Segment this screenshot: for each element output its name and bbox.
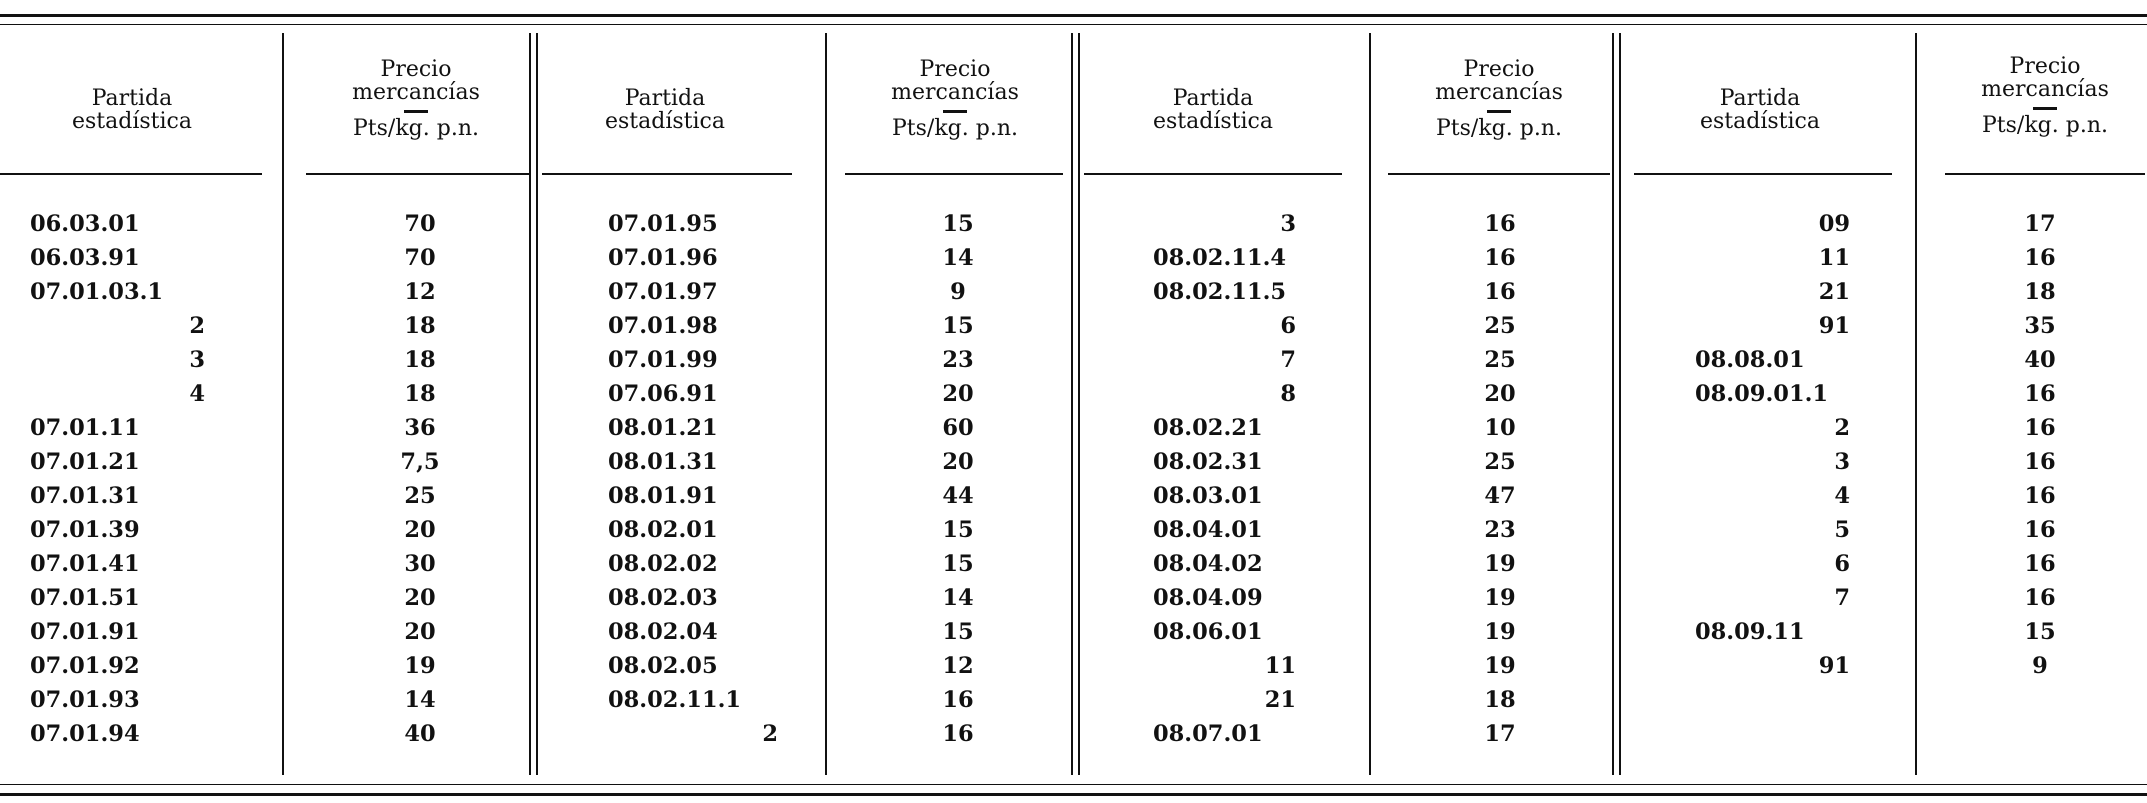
header-precio: [1399, 58, 1599, 140]
partida-cell: 06.03.91: [30, 245, 140, 271]
header-partida-line1: Partida: [91, 86, 173, 111]
partida-cell: 08.04.01: [1153, 517, 1263, 543]
partida-cell: 08.08.01: [1695, 347, 1805, 373]
header-precio: [855, 58, 1055, 140]
precio-cell: 16: [2024, 415, 2056, 441]
precio-cell: 70: [404, 245, 436, 271]
group-separator: [529, 33, 531, 775]
header-precio-line2: mercancías: [1981, 77, 2109, 102]
partida-cell: 08.07.01: [1153, 721, 1263, 747]
partida-cell: 08.06.01: [1153, 619, 1263, 645]
precio-cell: 15: [942, 211, 974, 237]
header-partida-line1: Partida: [1172, 86, 1254, 111]
precio-cell: 23: [1484, 517, 1516, 543]
precio-cell: 25: [404, 483, 436, 509]
partida-cell: 07.01.21: [30, 449, 140, 475]
partida-cell: 07.01.96: [608, 245, 718, 271]
partida-cell: 08.02.02: [608, 551, 718, 577]
header-partida-line2: estadística: [1153, 109, 1273, 134]
precio-cell: 20: [404, 585, 436, 611]
bottom-rule-thin: [0, 784, 2147, 785]
partida-cell: 07.01.95: [608, 211, 718, 237]
group-separator: [1078, 33, 1080, 775]
precio-cell: 18: [404, 313, 436, 339]
partida-column-4: [1695, 207, 1850, 683]
partida-cell: 08.01.21: [608, 415, 718, 441]
partida-cell: 2: [189, 313, 205, 339]
precio-column-4: [1950, 207, 2130, 683]
header-partida-line1: Partida: [1719, 86, 1801, 111]
precio-cell: 16: [2024, 245, 2056, 271]
precio-cell: 23: [942, 347, 974, 373]
precio-cell: 10: [1484, 415, 1516, 441]
precio-cell: 20: [942, 381, 974, 407]
partida-cell: 7: [1280, 347, 1296, 373]
header-underline: [542, 173, 792, 175]
partida-cell: 08.03.01: [1153, 483, 1263, 509]
precio-column-1: [330, 207, 510, 751]
partida-cell: 07.01.99: [608, 347, 718, 373]
precio-cell: 25: [1484, 313, 1516, 339]
precio-cell: 16: [2024, 517, 2056, 543]
top-rule-thin: [0, 24, 2147, 25]
precio-cell: 36: [404, 415, 436, 441]
header-underline: [306, 173, 530, 175]
precio-cell: 19: [1484, 619, 1516, 645]
precio-cell: 25: [1484, 449, 1516, 475]
partida-cell: 08.02.11.4: [1153, 245, 1287, 271]
partida-cell: 07.06.91: [608, 381, 718, 407]
precio-cell: 9: [2032, 653, 2048, 679]
partida-cell: 07.01.94: [30, 721, 140, 747]
partida-cell: 08.02.11.5: [1153, 279, 1287, 305]
partida-cell: 08.04.09: [1153, 585, 1263, 611]
column-separator: [1915, 33, 1917, 775]
group-separator: [1619, 33, 1621, 775]
precio-cell: 15: [942, 517, 974, 543]
header-precio-line2: mercancías: [891, 80, 1019, 105]
header-precio: [1945, 55, 2145, 137]
precio-cell: 20: [404, 517, 436, 543]
header-dash: [1487, 110, 1511, 113]
group-separator: [1071, 33, 1073, 775]
top-rule-thick: [0, 14, 2147, 17]
partida-cell: 08.04.02: [1153, 551, 1263, 577]
partida-cell: 2: [1834, 415, 1850, 441]
precio-cell: 15: [942, 313, 974, 339]
partida-cell: 21: [1818, 279, 1850, 305]
partida-cell: 3: [1280, 211, 1296, 237]
precio-cell: 15: [942, 551, 974, 577]
precio-cell: 17: [2024, 211, 2056, 237]
partida-cell: 08.02.04: [608, 619, 718, 645]
group-separator: [1612, 33, 1614, 775]
partida-cell: 09: [1818, 211, 1850, 237]
header-underline: [1084, 173, 1342, 175]
precio-cell: 14: [942, 245, 974, 271]
precio-cell: 40: [2024, 347, 2056, 373]
precio-cell: 14: [942, 585, 974, 611]
partida-cell: 08.02.01: [608, 517, 718, 543]
header-precio-line1: Precio: [919, 57, 991, 82]
partida-cell: 07.01.41: [30, 551, 140, 577]
precio-cell: 20: [942, 449, 974, 475]
precio-cell: 18: [2024, 279, 2056, 305]
header-precio-unit: Pts/kg. p.n.: [892, 116, 1018, 141]
partida-cell: 11: [1818, 245, 1850, 271]
partida-cell: 07.01.39: [30, 517, 140, 543]
header-precio-line2: mercancías: [352, 80, 480, 105]
header-partida-line1: Partida: [624, 86, 706, 111]
precio-cell: 16: [942, 687, 974, 713]
header-dash: [943, 110, 967, 113]
header-underline: [1388, 173, 1610, 175]
partida-cell: 08.02.21: [1153, 415, 1263, 441]
precio-cell: 18: [1484, 687, 1516, 713]
precio-cell: 19: [1484, 551, 1516, 577]
precio-cell: 16: [2024, 585, 2056, 611]
precio-cell: 16: [942, 721, 974, 747]
header-precio-line2: mercancías: [1435, 80, 1563, 105]
partida-cell: 6: [1280, 313, 1296, 339]
header-underline: [1945, 173, 2145, 175]
precio-cell: 16: [2024, 449, 2056, 475]
precio-cell: 19: [1484, 585, 1516, 611]
partida-cell: 07.01.97: [608, 279, 718, 305]
partida-cell: 08.02.03: [608, 585, 718, 611]
precio-cell: 19: [404, 653, 436, 679]
partida-cell: 08.09.01.1: [1695, 381, 1829, 407]
partida-cell: 11: [1264, 653, 1296, 679]
header-underline: [0, 173, 262, 175]
partida-cell: 8: [1280, 381, 1296, 407]
header-partida: [62, 87, 202, 133]
precio-column-2: [868, 207, 1048, 751]
header-precio-line1: Precio: [1463, 57, 1535, 82]
precio-cell: 16: [1484, 211, 1516, 237]
precio-cell: 16: [2024, 381, 2056, 407]
partida-cell: 91: [1818, 313, 1850, 339]
precio-cell: 18: [404, 381, 436, 407]
partida-cell: 06.03.01: [30, 211, 140, 237]
header-dash: [404, 110, 428, 113]
precio-column-3: [1410, 207, 1590, 751]
precio-cell: 16: [1484, 245, 1516, 271]
header-precio-unit: Pts/kg. p.n.: [1436, 116, 1562, 141]
precio-cell: 40: [404, 721, 436, 747]
precio-cell: 60: [942, 415, 974, 441]
precio-cell: 12: [942, 653, 974, 679]
partida-cell: 21: [1264, 687, 1296, 713]
header-partida: [595, 87, 735, 133]
header-dash: [2033, 107, 2057, 110]
precio-cell: 20: [1484, 381, 1516, 407]
header-partida-line2: estadística: [1700, 109, 1820, 134]
partida-cell: 08.02.05: [608, 653, 718, 679]
partida-cell: 07.01.11: [30, 415, 140, 441]
header-partida: [1143, 87, 1283, 133]
precio-cell: 16: [2024, 551, 2056, 577]
header-precio-unit: Pts/kg. p.n.: [353, 116, 479, 141]
partida-cell: 6: [1834, 551, 1850, 577]
precio-cell: 16: [2024, 483, 2056, 509]
partida-cell: 07.01.51: [30, 585, 140, 611]
precio-cell: 70: [404, 211, 436, 237]
partida-cell: 08.09.11: [1695, 619, 1805, 645]
precio-cell: 19: [1484, 653, 1516, 679]
partida-column-1: [30, 207, 205, 751]
precio-cell: 35: [2024, 313, 2056, 339]
partida-cell: 2: [762, 721, 778, 747]
group-separator: [536, 33, 538, 775]
partida-cell: 91: [1818, 653, 1850, 679]
precio-cell: 44: [942, 483, 974, 509]
precio-cell: 18: [404, 347, 436, 373]
precio-cell: 7,5: [400, 449, 440, 475]
header-underline: [845, 173, 1063, 175]
partida-cell: 4: [189, 381, 205, 407]
partida-column-2: [608, 207, 778, 751]
partida-cell: 07.01.03.1: [30, 279, 164, 305]
partida-cell: 07.01.92: [30, 653, 140, 679]
precio-cell: 12: [404, 279, 436, 305]
precio-cell: 30: [404, 551, 436, 577]
partida-cell: 07.01.93: [30, 687, 140, 713]
partida-cell: 08.02.31: [1153, 449, 1263, 475]
partida-cell: 4: [1834, 483, 1850, 509]
partida-cell: 7: [1834, 585, 1850, 611]
precio-cell: 16: [1484, 279, 1516, 305]
header-partida-line2: estadística: [72, 109, 192, 134]
bottom-rule-thick: [0, 793, 2147, 796]
column-separator: [1369, 33, 1371, 775]
header-partida: [1690, 87, 1830, 133]
header-precio-line1: Precio: [380, 57, 452, 82]
partida-cell: 08.01.31: [608, 449, 718, 475]
precio-cell: 25: [1484, 347, 1516, 373]
partida-cell: 5: [1834, 517, 1850, 543]
header-precio-line1: Precio: [2009, 54, 2081, 79]
column-separator: [282, 33, 284, 775]
header-precio-unit: Pts/kg. p.n.: [1982, 113, 2108, 138]
precio-cell: 15: [942, 619, 974, 645]
partida-cell: 3: [189, 347, 205, 373]
precio-cell: 47: [1484, 483, 1516, 509]
partida-cell: 08.01.91: [608, 483, 718, 509]
header-partida-line2: estadística: [605, 109, 725, 134]
partida-cell: 08.02.11.1: [608, 687, 742, 713]
partida-cell: 3: [1834, 449, 1850, 475]
header-precio: [316, 58, 516, 140]
partida-column-3: [1153, 207, 1296, 751]
partida-cell: 07.01.31: [30, 483, 140, 509]
precio-cell: 14: [404, 687, 436, 713]
header-underline: [1634, 173, 1892, 175]
precio-cell: 9: [950, 279, 966, 305]
precio-cell: 15: [2024, 619, 2056, 645]
precio-cell: 20: [404, 619, 436, 645]
partida-cell: 07.01.98: [608, 313, 718, 339]
precio-cell: 17: [1484, 721, 1516, 747]
partida-cell: 07.01.91: [30, 619, 140, 645]
column-separator: [825, 33, 827, 775]
